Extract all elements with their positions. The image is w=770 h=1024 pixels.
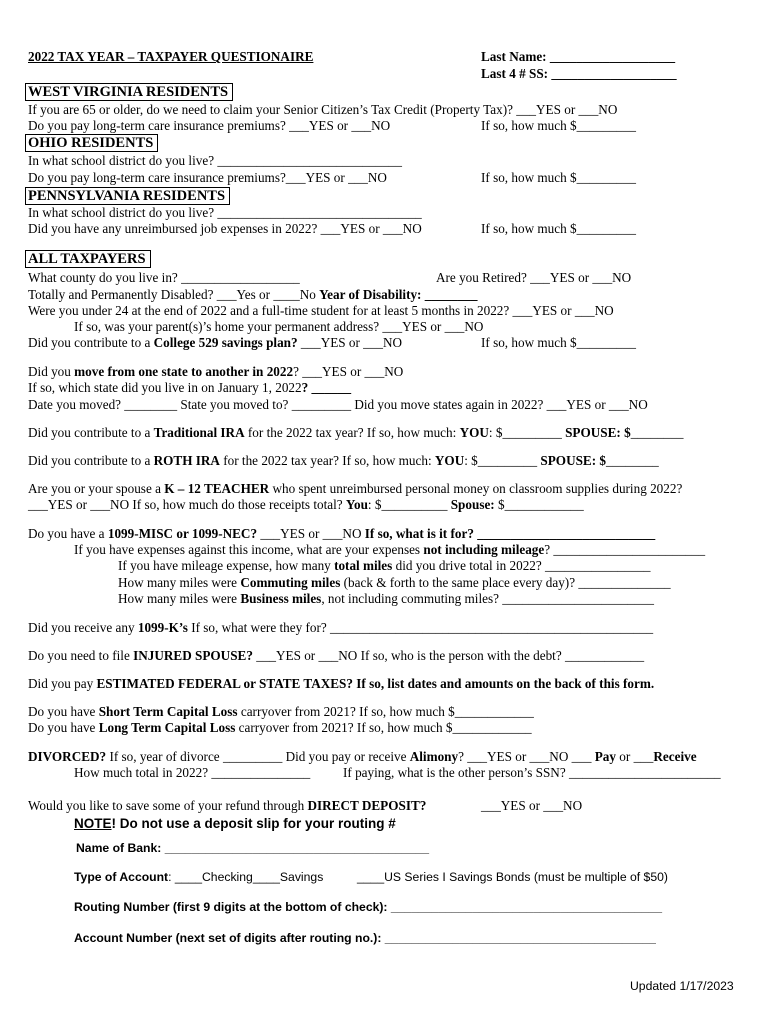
pa-heading: PENNSYLVANIA RESIDENTS [25,187,230,205]
teacher-question[interactable]: Are you or your spouse a K – 12 TEACHER who spent unreimbursed personal money on classroom supplies during 2022? [28,481,683,496]
move-states-question[interactable]: Did you move from one state to another in 2022? ___YES or ___NO [28,364,404,379]
parents-home-question[interactable]: If so, was your parent(s)’s home your permanent address? ___YES or ___NO [74,319,484,334]
oh-heading: OHIO RESIDENTS [25,134,158,152]
student-question[interactable]: Were you under 24 at the end of 2022 and a full-time student for at least 5 months in 2022? ___YES or ___NO [28,303,614,318]
1099-k-question[interactable]: Did you receive any 1099-K’s If so, what were they for? _________________________________________________ [28,620,654,635]
pa-job-expenses-question[interactable]: Did you have any unreimbursed job expenses in 2022? ___YES or ___NO [28,221,422,236]
oh-ltc-amount[interactable]: If so, how much $_________ [481,170,636,185]
commuting-miles-question[interactable]: How many miles were Commuting miles (back & forth to the same place every day)? ______________ [118,575,671,590]
oh-ltc-question[interactable]: Do you pay long-term care insurance premiums?___YES or ___NO [28,170,387,185]
alimony-total-question[interactable]: How much total in 2022? _______________ [74,765,311,780]
updated-date: Updated 1/17/2023 [630,979,734,993]
teacher-receipts-question[interactable]: ___YES or ___NO If so, how much do those receipts total? You: $__________ Spouse: $____________ [28,497,584,512]
routing-number-field[interactable]: Routing Number (first 9 digits at the bottom of check): ________________________________________ [74,900,662,914]
jan1-state-question[interactable]: If so, which state did you live in on January 1, 2022? ______ [28,380,352,395]
account-number-field[interactable]: Account Number (next set of digits after routing no.): ________________________________________ [74,931,656,945]
injured-spouse-question[interactable]: Do you need to file INJURED SPOUSE? ___YES or ___NO If so, who is the person with the debt? ____________ [28,648,645,663]
last-name-field[interactable]: Last Name: ___________________ [481,49,676,64]
1099-misc-question[interactable]: Do you have a 1099-MISC or 1099-NEC? ___YES or ___NO If so, what is it for? ___________________________ [28,526,656,541]
traditional-ira-question[interactable]: Did you contribute to a Traditional IRA for the 2022 tax year? If so, how much: YOU: $_________ SPOUSE: $________ [28,425,684,440]
other-person-ssn-question[interactable]: If paying, what is the other person’s SSN? _______________________ [343,765,721,780]
divorced-question[interactable]: DIVORCED? If so, year of divorce _________ Did you pay or receive Alimony? ___YES or ___NO ___ Pay or ___Receive [28,749,697,764]
roth-ira-question[interactable]: Did you contribute to a ROTH IRA for the 2022 tax year? If so, how much: YOU: $_________ SPOUSE: $________ [28,453,659,468]
business-miles-question[interactable]: How many miles were Business miles, not including commuting miles? _______________________ [118,591,654,606]
routing-note: NOTE! Do not use a deposit slip for your routing # [74,816,396,831]
form-title: 2022 TAX YEAR – TAXPAYER QUESTIONAIRE [28,49,314,64]
wv-senior-credit-question[interactable]: If you are 65 or older, do we need to claim your Senior Citizen’s Tax Credit (Property Tax)? ___YES or ___NO [28,102,618,117]
estimated-taxes-question: Did you pay ESTIMATED FEDERAL or STATE TAXES? If so, list dates and amounts on the back of this form. [28,676,655,691]
wv-heading: WEST VIRGINIA RESIDENTS [25,83,233,101]
college-529-question[interactable]: Did you contribute to a College 529 savings plan? ___YES or ___NO [28,335,403,350]
wv-ltc-question[interactable]: Do you pay long-term care insurance premiums? ___YES or ___NO [28,118,391,133]
long-term-loss-question[interactable]: Do you have Long Term Capital Loss carryover from 2021? If so, how much $____________ [28,720,532,735]
retired-question[interactable]: Are you Retired? ___YES or ___NO [436,270,632,285]
pa-job-expenses-amount[interactable]: If so, how much $_________ [481,221,636,236]
expenses-question[interactable]: If you have expenses against this income, what are your expenses not including mileage? _______________________ [74,542,706,557]
move-date-question[interactable]: Date you moved? ________ State you moved to? _________ Did you move states again in 2022? ___YES or ___NO [28,397,648,412]
wv-ltc-amount[interactable]: If so, how much $_________ [481,118,636,133]
short-term-loss-question[interactable]: Do you have Short Term Capital Loss carryover from 2021? If so, how much $____________ [28,704,534,719]
college-529-amount[interactable]: If so, how much $_________ [481,335,636,350]
direct-deposit-answer[interactable]: ___YES or ___NO [481,798,583,813]
county-question[interactable]: What county do you live in? __________________ [28,270,300,285]
savings-bonds-option[interactable]: ____US Series I Savings Bonds (must be multiple of $50) [357,870,668,884]
pa-school-district-question[interactable]: In what school district do you live? _______________________________ [28,205,422,220]
direct-deposit-question: Would you like to save some of your refund through DIRECT DEPOSIT? [28,798,427,813]
total-miles-question[interactable]: If you have mileage expense, how many total miles did you drive total in 2022? ________________ [118,558,651,573]
all-heading: ALL TAXPAYERS [25,250,151,268]
oh-school-district-question[interactable]: In what school district do you live? ____________________________ [28,153,402,168]
bank-name-field[interactable]: Name of Bank: _______________________________________ [76,841,430,855]
disabled-question[interactable]: Totally and Permanently Disabled? ___Yes or ____No Year of Disability: ________ [28,287,478,302]
last4-ss-field[interactable]: Last 4 # SS: ___________________ [481,66,677,81]
account-type-field[interactable]: Type of Account: ____Checking____Savings [74,870,324,884]
